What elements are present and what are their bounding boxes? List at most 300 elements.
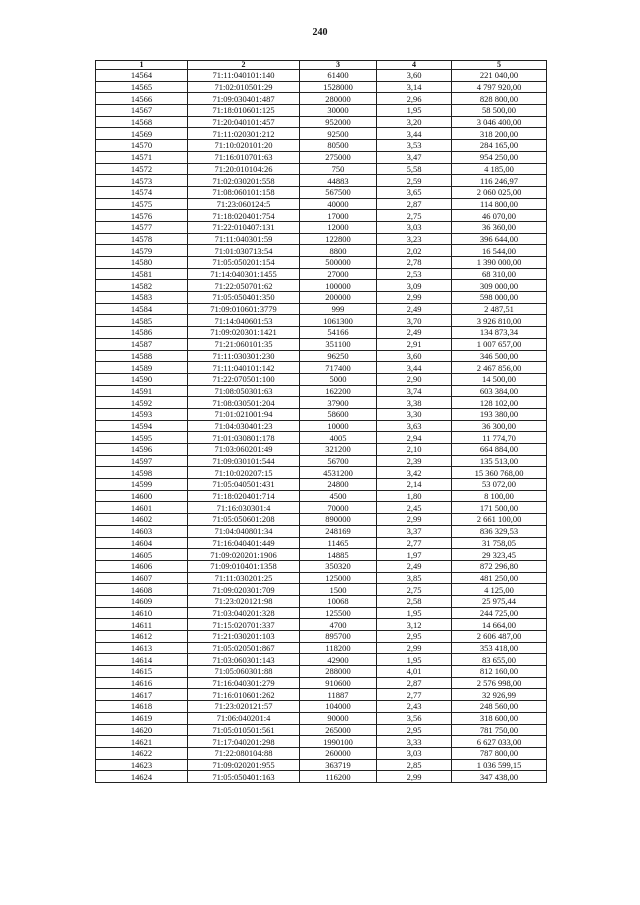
rate-cell: 3,14 <box>377 81 452 93</box>
rate-cell: 3,47 <box>377 151 452 163</box>
table-row <box>96 759 547 771</box>
cadastral-number-cell: 71:05:050401:350 <box>188 292 300 304</box>
row-number-cell: 14611 <box>96 619 188 631</box>
area-cell: 61400 <box>300 70 377 82</box>
cadastral-number-cell: 71:18:010601:125 <box>188 105 300 117</box>
value-cell: 134 873,34 <box>452 327 547 339</box>
rate-cell: 2,96 <box>377 93 452 105</box>
area-cell: 750 <box>300 163 377 175</box>
cadastral-number-cell: 71:22:010407:131 <box>188 221 300 233</box>
row-number-cell: 14568 <box>96 116 188 128</box>
cadastral-number-cell: 71:21:030201:103 <box>188 631 300 643</box>
rate-cell: 3,56 <box>377 712 452 724</box>
rate-cell: 2,99 <box>377 771 452 783</box>
row-number-cell: 14565 <box>96 81 188 93</box>
area-cell: 125000 <box>300 572 377 584</box>
cadastral-number-cell: 71:03:060301:143 <box>188 654 300 666</box>
rate-cell: 2,49 <box>377 303 452 315</box>
rate-cell: 2,75 <box>377 584 452 596</box>
row-number-cell: 14589 <box>96 362 188 374</box>
rate-cell: 3,44 <box>377 362 452 374</box>
area-cell: 24800 <box>300 479 377 491</box>
row-number-cell: 14603 <box>96 525 188 537</box>
value-cell: 309 000,00 <box>452 280 547 292</box>
rate-cell: 5,58 <box>377 163 452 175</box>
table-row <box>96 233 547 245</box>
row-number-cell: 14564 <box>96 70 188 82</box>
table-row <box>96 724 547 736</box>
value-cell: 6 627 033,00 <box>452 736 547 748</box>
cadastral-number-cell: 71:23:060124:5 <box>188 198 300 210</box>
table-row <box>96 444 547 456</box>
value-cell: 83 655,00 <box>452 654 547 666</box>
cadastral-number-cell: 71:16:040401:449 <box>188 537 300 549</box>
table-row <box>96 128 547 140</box>
rate-cell: 3,23 <box>377 233 452 245</box>
rate-cell: 3,74 <box>377 385 452 397</box>
table-row <box>96 373 547 385</box>
rate-cell: 2,43 <box>377 701 452 713</box>
table-row <box>96 631 547 643</box>
value-cell: 481 250,00 <box>452 572 547 584</box>
row-number-cell: 14620 <box>96 724 188 736</box>
cadastral-number-cell: 71:14:040301:1455 <box>188 268 300 280</box>
area-cell: 1990100 <box>300 736 377 748</box>
row-number-cell: 14571 <box>96 151 188 163</box>
area-cell: 260000 <box>300 747 377 759</box>
value-cell: 1 036 599,15 <box>452 759 547 771</box>
row-number-cell: 14615 <box>96 666 188 678</box>
rate-cell: 3,70 <box>377 315 452 327</box>
area-cell: 10068 <box>300 595 377 607</box>
row-number-cell: 14598 <box>96 467 188 479</box>
area-cell: 351100 <box>300 338 377 350</box>
rate-cell: 3,85 <box>377 572 452 584</box>
cadastral-number-cell: 71:02:030201:558 <box>188 175 300 187</box>
value-cell: 318 200,00 <box>452 128 547 140</box>
cadastral-number-cell: 71:16:040301:279 <box>188 677 300 689</box>
table-row <box>96 186 547 198</box>
table-row <box>96 666 547 678</box>
area-cell: 12000 <box>300 221 377 233</box>
area-cell: 17000 <box>300 210 377 222</box>
cadastral-number-cell: 71:20:010104:26 <box>188 163 300 175</box>
value-cell: 4 125,00 <box>452 584 547 596</box>
rate-cell: 2,58 <box>377 595 452 607</box>
table-row <box>96 420 547 432</box>
area-cell: 10000 <box>300 420 377 432</box>
value-cell: 836 329,53 <box>452 525 547 537</box>
table-row <box>96 490 547 502</box>
table-row <box>96 268 547 280</box>
row-number-cell: 14606 <box>96 560 188 572</box>
area-cell: 92500 <box>300 128 377 140</box>
row-number-cell: 14576 <box>96 210 188 222</box>
table-row <box>96 385 547 397</box>
cadastral-number-cell: 71:05:050201:154 <box>188 257 300 269</box>
row-number-cell: 14604 <box>96 537 188 549</box>
area-cell: 4531200 <box>300 467 377 479</box>
row-number-cell: 14588 <box>96 350 188 362</box>
table-row <box>96 105 547 117</box>
area-cell: 37900 <box>300 397 377 409</box>
area-cell: 70000 <box>300 502 377 514</box>
rate-cell: 2,45 <box>377 502 452 514</box>
table-row <box>96 397 547 409</box>
table-row <box>96 736 547 748</box>
value-cell: 284 165,00 <box>452 140 547 152</box>
cadastral-number-cell: 71:22:050701:62 <box>188 280 300 292</box>
cadastral-value-table <box>95 60 547 783</box>
cadastral-number-cell: 71:20:040101:457 <box>188 116 300 128</box>
value-cell: 2 661 100,00 <box>452 514 547 526</box>
row-number-cell: 14593 <box>96 408 188 420</box>
row-number-cell: 14601 <box>96 502 188 514</box>
cadastral-number-cell: 71:08:030501:204 <box>188 397 300 409</box>
cadastral-number-cell: 71:09:020201:955 <box>188 759 300 771</box>
rate-cell: 3,65 <box>377 186 452 198</box>
row-number-cell: 14585 <box>96 315 188 327</box>
row-number-cell: 14586 <box>96 327 188 339</box>
table-row <box>96 455 547 467</box>
table-row <box>96 327 547 339</box>
rate-cell: 2,75 <box>377 210 452 222</box>
cadastral-number-cell: 71:08:050301:63 <box>188 385 300 397</box>
table-row <box>96 338 547 350</box>
value-cell: 2 467 856,00 <box>452 362 547 374</box>
area-cell: 118200 <box>300 642 377 654</box>
value-cell: 11 774,70 <box>452 432 547 444</box>
area-cell: 4500 <box>300 490 377 502</box>
rate-cell: 2,91 <box>377 338 452 350</box>
cadastral-number-cell: 71:06:040201:4 <box>188 712 300 724</box>
row-number-cell: 14596 <box>96 444 188 456</box>
table-body <box>96 70 547 783</box>
row-number-cell: 14587 <box>96 338 188 350</box>
value-cell: 31 758,05 <box>452 537 547 549</box>
value-cell: 221 040,00 <box>452 70 547 82</box>
rate-cell: 3,38 <box>377 397 452 409</box>
area-cell: 999 <box>300 303 377 315</box>
area-cell: 4005 <box>300 432 377 444</box>
table-row <box>96 502 547 514</box>
row-number-cell: 14624 <box>96 771 188 783</box>
value-cell: 14 500,00 <box>452 373 547 385</box>
table-row <box>96 163 547 175</box>
table-row <box>96 467 547 479</box>
area-cell: 116200 <box>300 771 377 783</box>
value-cell: 603 384,00 <box>452 385 547 397</box>
cadastral-number-cell: 71:05:050401:163 <box>188 771 300 783</box>
table-row <box>96 210 547 222</box>
value-cell: 114 800,00 <box>452 198 547 210</box>
cadastral-number-cell: 71:11:030201:25 <box>188 572 300 584</box>
value-cell: 954 250,00 <box>452 151 547 163</box>
cadastral-number-cell: 71:22:080104:88 <box>188 747 300 759</box>
rate-cell: 3,63 <box>377 420 452 432</box>
rate-cell: 2,49 <box>377 327 452 339</box>
cadastral-number-cell: 71:05:040501:431 <box>188 479 300 491</box>
area-cell: 363719 <box>300 759 377 771</box>
area-cell: 90000 <box>300 712 377 724</box>
cadastral-number-cell: 71:11:040101:140 <box>188 70 300 82</box>
area-cell: 5000 <box>300 373 377 385</box>
table-row <box>96 712 547 724</box>
table-row <box>96 245 547 257</box>
row-number-cell: 14602 <box>96 514 188 526</box>
table-header-row <box>96 61 547 70</box>
area-cell: 8800 <box>300 245 377 257</box>
rate-cell: 2,95 <box>377 724 452 736</box>
rate-cell: 2,77 <box>377 537 452 549</box>
value-cell: 2 576 998,00 <box>452 677 547 689</box>
table-row <box>96 537 547 549</box>
cadastral-number-cell: 71:05:060301:88 <box>188 666 300 678</box>
row-number-cell: 14579 <box>96 245 188 257</box>
cadastral-number-cell: 71:11:030301:230 <box>188 350 300 362</box>
cadastral-number-cell: 71:22:070501:100 <box>188 373 300 385</box>
cadastral-number-cell: 71:09:030101:544 <box>188 455 300 467</box>
table-row <box>96 560 547 572</box>
page-number: 240 <box>312 27 328 38</box>
area-cell: 100000 <box>300 280 377 292</box>
area-cell: 265000 <box>300 724 377 736</box>
value-cell: 347 438,00 <box>452 771 547 783</box>
area-cell: 11465 <box>300 537 377 549</box>
area-cell: 288000 <box>300 666 377 678</box>
cadastral-number-cell: 71:09:020201:1906 <box>188 549 300 561</box>
row-number-cell: 14617 <box>96 689 188 701</box>
rate-cell: 2,95 <box>377 631 452 643</box>
table-row <box>96 151 547 163</box>
value-cell: 32 926,99 <box>452 689 547 701</box>
cadastral-number-cell: 71:03:040201:328 <box>188 607 300 619</box>
cadastral-number-cell: 71:10:020207:15 <box>188 467 300 479</box>
rate-cell: 2,90 <box>377 373 452 385</box>
row-number-cell: 14580 <box>96 257 188 269</box>
value-cell: 244 725,00 <box>452 607 547 619</box>
table-row <box>96 432 547 444</box>
area-cell: 350320 <box>300 560 377 572</box>
area-cell: 4700 <box>300 619 377 631</box>
row-number-cell: 14573 <box>96 175 188 187</box>
cadastral-number-cell: 71:23:020121:98 <box>188 595 300 607</box>
cadastral-number-cell: 71:04:030401:23 <box>188 420 300 432</box>
table-row <box>96 221 547 233</box>
table-row <box>96 93 547 105</box>
column-header-4: 4 <box>377 61 452 70</box>
value-cell: 53 072,00 <box>452 479 547 491</box>
area-cell: 500000 <box>300 257 377 269</box>
area-cell: 80500 <box>300 140 377 152</box>
row-number-cell: 14608 <box>96 584 188 596</box>
cadastral-number-cell: 71:18:020401:714 <box>188 490 300 502</box>
area-cell: 567500 <box>300 186 377 198</box>
area-cell: 11887 <box>300 689 377 701</box>
table-row <box>96 280 547 292</box>
table-row <box>96 292 547 304</box>
row-number-cell: 14594 <box>96 420 188 432</box>
rate-cell: 3,33 <box>377 736 452 748</box>
area-cell: 30000 <box>300 105 377 117</box>
table-row <box>96 479 547 491</box>
cadastral-number-cell: 71:02:010501:29 <box>188 81 300 93</box>
rate-cell: 3,03 <box>377 221 452 233</box>
value-cell: 248 560,00 <box>452 701 547 713</box>
table-row <box>96 116 547 128</box>
table-row <box>96 408 547 420</box>
cadastral-number-cell: 71:11:040301:59 <box>188 233 300 245</box>
cadastral-number-cell: 71:16:030301:4 <box>188 502 300 514</box>
rate-cell: 2,87 <box>377 198 452 210</box>
row-number-cell: 14599 <box>96 479 188 491</box>
rate-cell: 3,53 <box>377 140 452 152</box>
value-cell: 872 296,80 <box>452 560 547 572</box>
table-row <box>96 350 547 362</box>
value-cell: 598 000,00 <box>452 292 547 304</box>
rate-cell: 3,12 <box>377 619 452 631</box>
table-row <box>96 584 547 596</box>
table-row <box>96 315 547 327</box>
value-cell: 16 544,00 <box>452 245 547 257</box>
value-cell: 318 600,00 <box>452 712 547 724</box>
area-cell: 280000 <box>300 93 377 105</box>
row-number-cell: 14619 <box>96 712 188 724</box>
table-row <box>96 70 547 82</box>
row-number-cell: 14613 <box>96 642 188 654</box>
row-number-cell: 14574 <box>96 186 188 198</box>
rate-cell: 1,97 <box>377 549 452 561</box>
area-cell: 125500 <box>300 607 377 619</box>
row-number-cell: 14612 <box>96 631 188 643</box>
rate-cell: 1,95 <box>377 654 452 666</box>
row-number-cell: 14575 <box>96 198 188 210</box>
column-header-2: 2 <box>188 61 300 70</box>
column-header-5: 5 <box>452 61 547 70</box>
area-cell: 717400 <box>300 362 377 374</box>
table-row <box>96 175 547 187</box>
table-row <box>96 595 547 607</box>
rate-cell: 2,53 <box>377 268 452 280</box>
value-cell: 36 360,00 <box>452 221 547 233</box>
rate-cell: 2,87 <box>377 677 452 689</box>
cadastral-number-cell: 71:09:010401:1358 <box>188 560 300 572</box>
rate-cell: 1,80 <box>377 490 452 502</box>
value-cell: 353 418,00 <box>452 642 547 654</box>
row-number-cell: 14583 <box>96 292 188 304</box>
rate-cell: 3,37 <box>377 525 452 537</box>
value-cell: 828 800,00 <box>452 93 547 105</box>
value-cell: 3 046 400,00 <box>452 116 547 128</box>
row-number-cell: 14595 <box>96 432 188 444</box>
cadastral-number-cell: 71:11:040101:142 <box>188 362 300 374</box>
rate-cell: 2,78 <box>377 257 452 269</box>
row-number-cell: 14577 <box>96 221 188 233</box>
row-number-cell: 14616 <box>96 677 188 689</box>
table-row <box>96 514 547 526</box>
value-cell: 396 644,00 <box>452 233 547 245</box>
value-cell: 1 390 000,00 <box>452 257 547 269</box>
cadastral-number-cell: 71:17:040201:298 <box>188 736 300 748</box>
cadastral-number-cell: 71:01:030801:178 <box>188 432 300 444</box>
rate-cell: 3,30 <box>377 408 452 420</box>
rate-cell: 3,44 <box>377 128 452 140</box>
cadastral-number-cell: 71:05:010501:561 <box>188 724 300 736</box>
row-number-cell: 14605 <box>96 549 188 561</box>
area-cell: 14885 <box>300 549 377 561</box>
table-row <box>96 642 547 654</box>
rate-cell: 3,42 <box>377 467 452 479</box>
table-row <box>96 303 547 315</box>
value-cell: 46 070,00 <box>452 210 547 222</box>
cadastral-number-cell: 71:16:010601:262 <box>188 689 300 701</box>
cadastral-number-cell: 71:15:020701:337 <box>188 619 300 631</box>
table-row <box>96 689 547 701</box>
table-row <box>96 701 547 713</box>
area-cell: 162200 <box>300 385 377 397</box>
rate-cell: 2,14 <box>377 479 452 491</box>
value-cell: 14 664,00 <box>452 619 547 631</box>
row-number-cell: 14590 <box>96 373 188 385</box>
rate-cell: 2,94 <box>377 432 452 444</box>
value-cell: 3 926 810,00 <box>452 315 547 327</box>
value-cell: 664 884,00 <box>452 444 547 456</box>
area-cell: 1500 <box>300 584 377 596</box>
rate-cell: 2,02 <box>377 245 452 257</box>
row-number-cell: 14621 <box>96 736 188 748</box>
area-cell: 275000 <box>300 151 377 163</box>
row-number-cell: 14582 <box>96 280 188 292</box>
value-cell: 2 060 025,00 <box>452 186 547 198</box>
rate-cell: 2,77 <box>377 689 452 701</box>
row-number-cell: 14578 <box>96 233 188 245</box>
area-cell: 96250 <box>300 350 377 362</box>
area-cell: 44883 <box>300 175 377 187</box>
area-cell: 56700 <box>300 455 377 467</box>
area-cell: 890000 <box>300 514 377 526</box>
row-number-cell: 14607 <box>96 572 188 584</box>
cadastral-number-cell: 71:09:030401:487 <box>188 93 300 105</box>
rate-cell: 3,09 <box>377 280 452 292</box>
rate-cell: 2,59 <box>377 175 452 187</box>
row-number-cell: 14591 <box>96 385 188 397</box>
rate-cell: 3,60 <box>377 70 452 82</box>
value-cell: 193 380,00 <box>452 408 547 420</box>
value-cell: 781 750,00 <box>452 724 547 736</box>
rate-cell: 1,95 <box>377 607 452 619</box>
cadastral-number-cell: 71:16:010701:63 <box>188 151 300 163</box>
value-cell: 68 310,00 <box>452 268 547 280</box>
area-cell: 1528000 <box>300 81 377 93</box>
row-number-cell: 14567 <box>96 105 188 117</box>
value-cell: 2 487,51 <box>452 303 547 315</box>
table-row <box>96 677 547 689</box>
cadastral-number-cell: 71:09:020301:1421 <box>188 327 300 339</box>
table-row <box>96 572 547 584</box>
cadastral-number-cell: 71:05:050601:208 <box>188 514 300 526</box>
value-cell: 36 300,00 <box>452 420 547 432</box>
row-number-cell: 14572 <box>96 163 188 175</box>
value-cell: 171 500,00 <box>452 502 547 514</box>
value-cell: 812 160,00 <box>452 666 547 678</box>
row-number-cell: 14618 <box>96 701 188 713</box>
row-number-cell: 14581 <box>96 268 188 280</box>
cadastral-number-cell: 71:01:030713:54 <box>188 245 300 257</box>
cadastral-number-cell: 71:09:020301:709 <box>188 584 300 596</box>
area-cell: 54166 <box>300 327 377 339</box>
rate-cell: 3,03 <box>377 747 452 759</box>
table-row <box>96 771 547 783</box>
